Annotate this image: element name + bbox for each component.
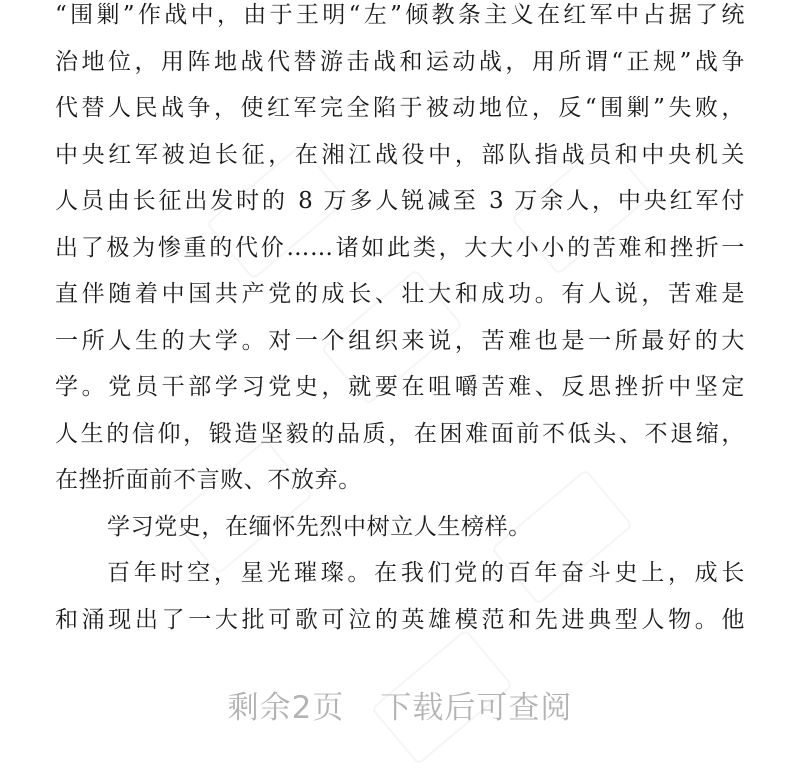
- section-heading: 学习党史，在缅怀先烈中树立人生榜样。: [107, 513, 532, 540]
- text-line: 在挫折面前不言败、不放弃。: [55, 467, 362, 493]
- body-text: [55, 0, 745, 643]
- text-line: 人生的信仰，锻造坚毅的品质，在困难面前不低头、不退缩，: [55, 420, 745, 447]
- text-line: 出了极为惨重的代价……诸如此类，大大小小的苦难和挫折一: [55, 234, 745, 261]
- download-hint-label: 下载后可查阅: [380, 690, 573, 726]
- text-line: 人员由长征出发时的 8 万多人锐减至 3 万余人，中央红军付: [55, 188, 745, 214]
- remaining-pages-label: 剩余2页: [227, 690, 345, 726]
- text-line: 治地位，用阵地战代替游击战和运动战，用所谓“正规”战争: [55, 48, 745, 75]
- text-line: 中央红军被迫长征，在湘江战役中，部队指战员和中央机关: [55, 141, 745, 168]
- text-line: 直伴随着中国共产党的成长、壮大和成功。有人说，苦难是: [55, 281, 745, 307]
- remaining-pages-notice: [0, 682, 800, 727]
- text-line: 学。党员干部学习党史，就要在咀嚼苦难、反思挫折中坚定: [55, 374, 745, 400]
- text-line: 百年时空，星光璀璨。在我们党的百年奋斗史上，成长: [107, 560, 745, 586]
- text-line: 代替人民战争，使红军完全陷于被动地位，反“围剿”失败，: [55, 95, 745, 121]
- text-line: 一所人生的大学。对一个组织来说，苦难也是一所最好的大: [55, 327, 745, 354]
- text-line: “围剿”作战中，由于王明“左”倾教条主义在红军中占据了统: [55, 2, 745, 28]
- text-line: 和涌现出了一大批可歌可泣的英雄模范和先进典型人物。他: [55, 606, 745, 633]
